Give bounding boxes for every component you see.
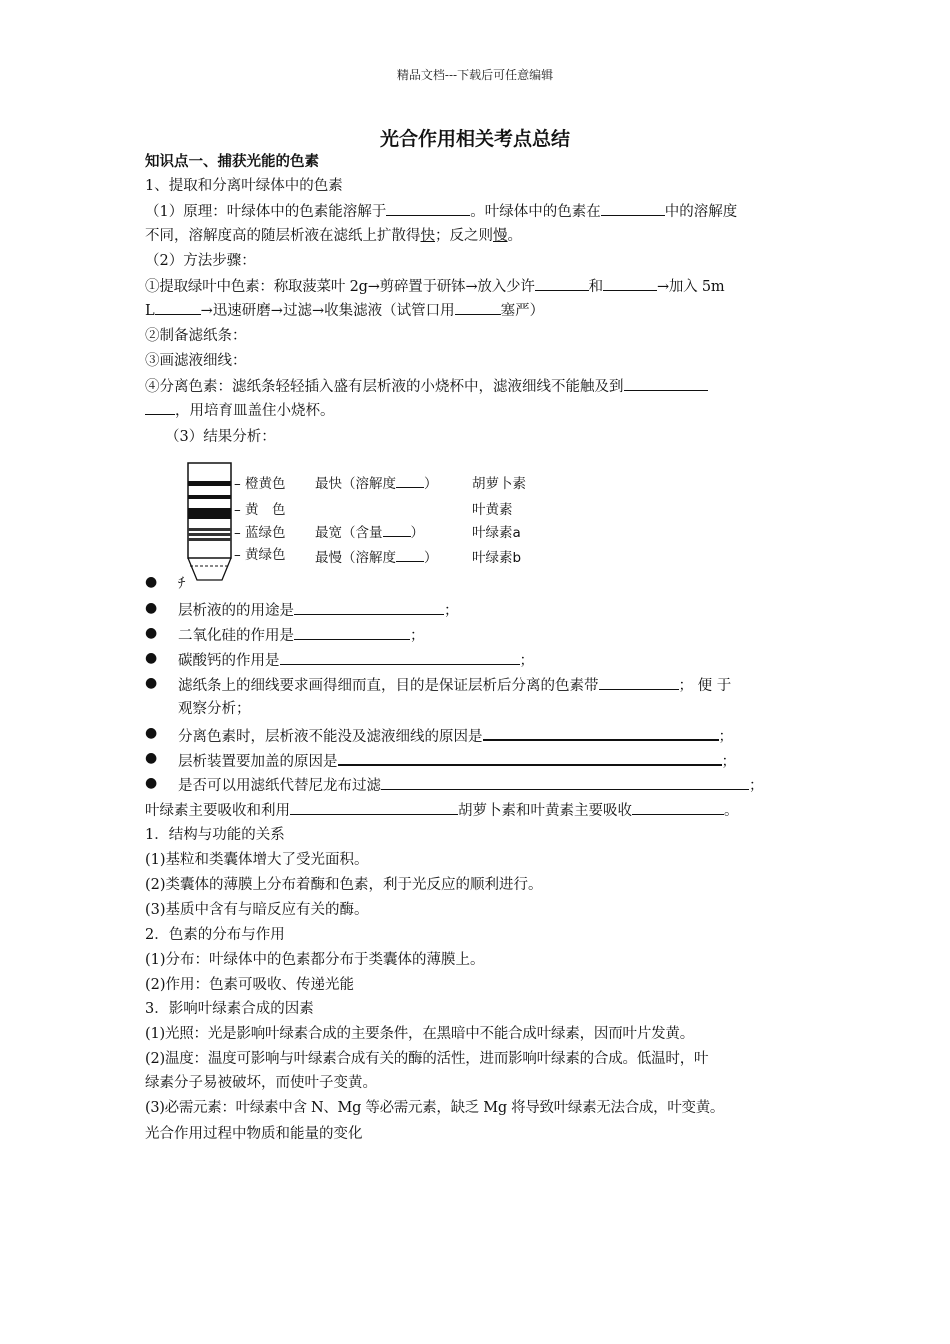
blank-field[interactable] — [603, 276, 657, 291]
band-desc-4: 最慢（溶解度 ） — [315, 550, 438, 566]
step3-line: ③画滤液细线： — [145, 353, 247, 369]
bullet-icon: ● — [145, 600, 158, 616]
blank-field[interactable] — [338, 750, 722, 766]
blank-field[interactable] — [455, 300, 501, 315]
factor-point-2b: 绿素分子易被破坏，而使叶子变黄。 — [145, 1075, 377, 1091]
structure-point-2: (2)类囊体的薄膜上分布着酶和色素，利于光反应的顺利进行。 — [145, 877, 543, 893]
structure-point-1: (1)基粒和类囊体增大了受光面积。 — [145, 852, 369, 868]
band-yellow-green-2 — [188, 533, 231, 536]
bullet-text-6: 层析装置要加盖的原因是 ； — [178, 750, 736, 772]
band-label-4: – 黄绿色 — [234, 547, 286, 563]
factor-point-1: (1)光照：光是影响叶绿素合成的主要条件，在黑暗中不能合成叶绿素，因而叶片发黄。 — [145, 1026, 695, 1042]
closing-heading: 光合作用过程中物质和能量的变化 — [145, 1126, 363, 1142]
band-label-2: – 黄 色 — [234, 502, 286, 518]
bullet-text-1: 层析液的的用途是 ； — [178, 600, 459, 621]
bullet-icon: ● — [145, 775, 158, 791]
bullet-icon: ● — [145, 574, 158, 590]
bullet-icon: ● — [145, 650, 158, 666]
blank-field[interactable] — [535, 276, 589, 291]
blank-field[interactable] — [483, 725, 719, 741]
band-yellow — [188, 495, 231, 499]
step4-line-2: ，用培育皿盖住小烧杯。 — [145, 400, 335, 421]
band-orange-yellow — [188, 481, 231, 486]
structure-heading: 1．结构与功能的关系 — [145, 827, 285, 843]
blank-field[interactable] — [381, 775, 749, 790]
principle-line-2: 不同，溶解度高的随层析液在滤纸上扩散得快；反之则慢。 — [145, 228, 522, 244]
pigment-heading: 2．色素的分布与作用 — [145, 927, 285, 943]
bullet-text-0: ﾁ — [178, 576, 186, 592]
result-heading: （3）结果分析： — [165, 429, 276, 445]
blank-field[interactable] — [624, 376, 708, 391]
structure-point-3: (3)基质中含有与暗反应有关的酶。 — [145, 902, 369, 918]
step4-line-1: ④分离色素：滤纸条轻轻插入盛有层析液的小烧杯中，滤液细线不能触及到 — [145, 376, 708, 397]
chromatography-strip-diagram — [187, 462, 232, 587]
bullet-icon: ● — [145, 725, 158, 741]
blank-field[interactable] — [294, 625, 410, 640]
bullet-icon: ● — [145, 675, 158, 691]
page-header: 精品文档---下载后可任意编辑 — [396, 68, 554, 82]
blank-field[interactable] — [383, 524, 411, 537]
principle-line-1: （1）原理：叶绿体中的色素能溶解于 。叶绿体中的色素在 中的溶解度 — [145, 201, 737, 222]
blank-field[interactable] — [632, 800, 724, 815]
blank-field[interactable] — [145, 400, 175, 415]
bullet-text-7: 是否可以用滤纸代替尼龙布过滤 ； — [178, 775, 764, 796]
blank-field[interactable] — [155, 300, 201, 315]
blank-field[interactable] — [280, 650, 520, 665]
band-desc-3: 最宽（含量 ） — [315, 525, 424, 541]
item-heading: 1、提取和分离叶绿体中的色素 — [145, 178, 343, 194]
page-title: 光合作用相关考点总结 — [379, 128, 570, 150]
pigment-label-3: 叶绿素a — [472, 525, 521, 541]
bullet-icon: ● — [145, 625, 158, 641]
bullet-text-2: 二氧化硅的作用是 ； — [178, 625, 425, 646]
band-yellow-green-3 — [188, 538, 231, 541]
bullet-text-4-cont: 观察分析； — [178, 701, 251, 717]
band-label-3: – 蓝绿色 — [234, 525, 286, 541]
factor-heading: 3．影响叶绿素合成的因素 — [145, 1001, 314, 1017]
bullet-icon: ● — [145, 750, 158, 766]
pigment-label-2: 叶黄素 — [472, 502, 513, 518]
step1-line-1: ①提取绿叶中色素：称取菠菜叶 2g→剪碎置于研钵→放入少许 和 →加入 5m — [145, 276, 724, 297]
strip-tip — [188, 558, 231, 580]
blank-field[interactable] — [294, 600, 444, 615]
factor-point-2a: (2)温度：温度可影响与叶绿素合成有关的酶的活性，进而影响叶绿素的合成。低温时，叶 — [145, 1051, 709, 1067]
section-heading: 知识点一、捕获光能的色素 — [145, 154, 319, 170]
blank-field[interactable] — [290, 800, 458, 815]
absorb-line: 叶绿素主要吸收和利用 胡萝卜素和叶黄素主要吸收 。 — [145, 800, 739, 821]
pigment-label-1: 胡萝卜素 — [472, 476, 526, 492]
bullet-text-4: 滤纸条上的细线要求画得细而直，目的是保证层析后分离的色素带 ； 便 于 — [178, 675, 731, 696]
blank-field[interactable] — [396, 475, 424, 488]
band-label-1: – 橙黄色 — [234, 476, 286, 492]
band-blue-green — [188, 508, 231, 519]
blank-field[interactable] — [386, 201, 470, 216]
steps-heading: （2）方法步骤： — [145, 253, 256, 269]
bullet-text-3: 碳酸钙的作用是 ； — [178, 650, 534, 671]
bullet-text-5: 分离色素时，层析液不能没及滤液细线的原因是 ； — [178, 725, 733, 747]
band-yellow-green-1 — [188, 528, 231, 531]
factor-point-3: (3)必需元素：叶绿素中含 N、Mg 等必需元素，缺乏 Mg 将导致叶绿素无法合成，叶变黄。 — [145, 1100, 725, 1116]
blank-field[interactable] — [396, 549, 424, 562]
pigment-point-2: (2)作用：色素可吸收、传递光能 — [145, 977, 355, 993]
blank-field[interactable] — [599, 675, 679, 690]
pigment-point-1: (1)分布：叶绿体中的色素都分布于类囊体的薄膜上。 — [145, 952, 485, 968]
blank-field[interactable] — [601, 201, 665, 216]
pigment-label-4: 叶绿素b — [472, 550, 522, 566]
band-desc-1: 最快（溶解度 ） — [315, 476, 438, 492]
step2-line: ②制备滤纸条： — [145, 328, 247, 344]
step1-line-2: L →迅速研磨→过滤→收集滤液（试管口用 塞严） — [145, 300, 544, 321]
